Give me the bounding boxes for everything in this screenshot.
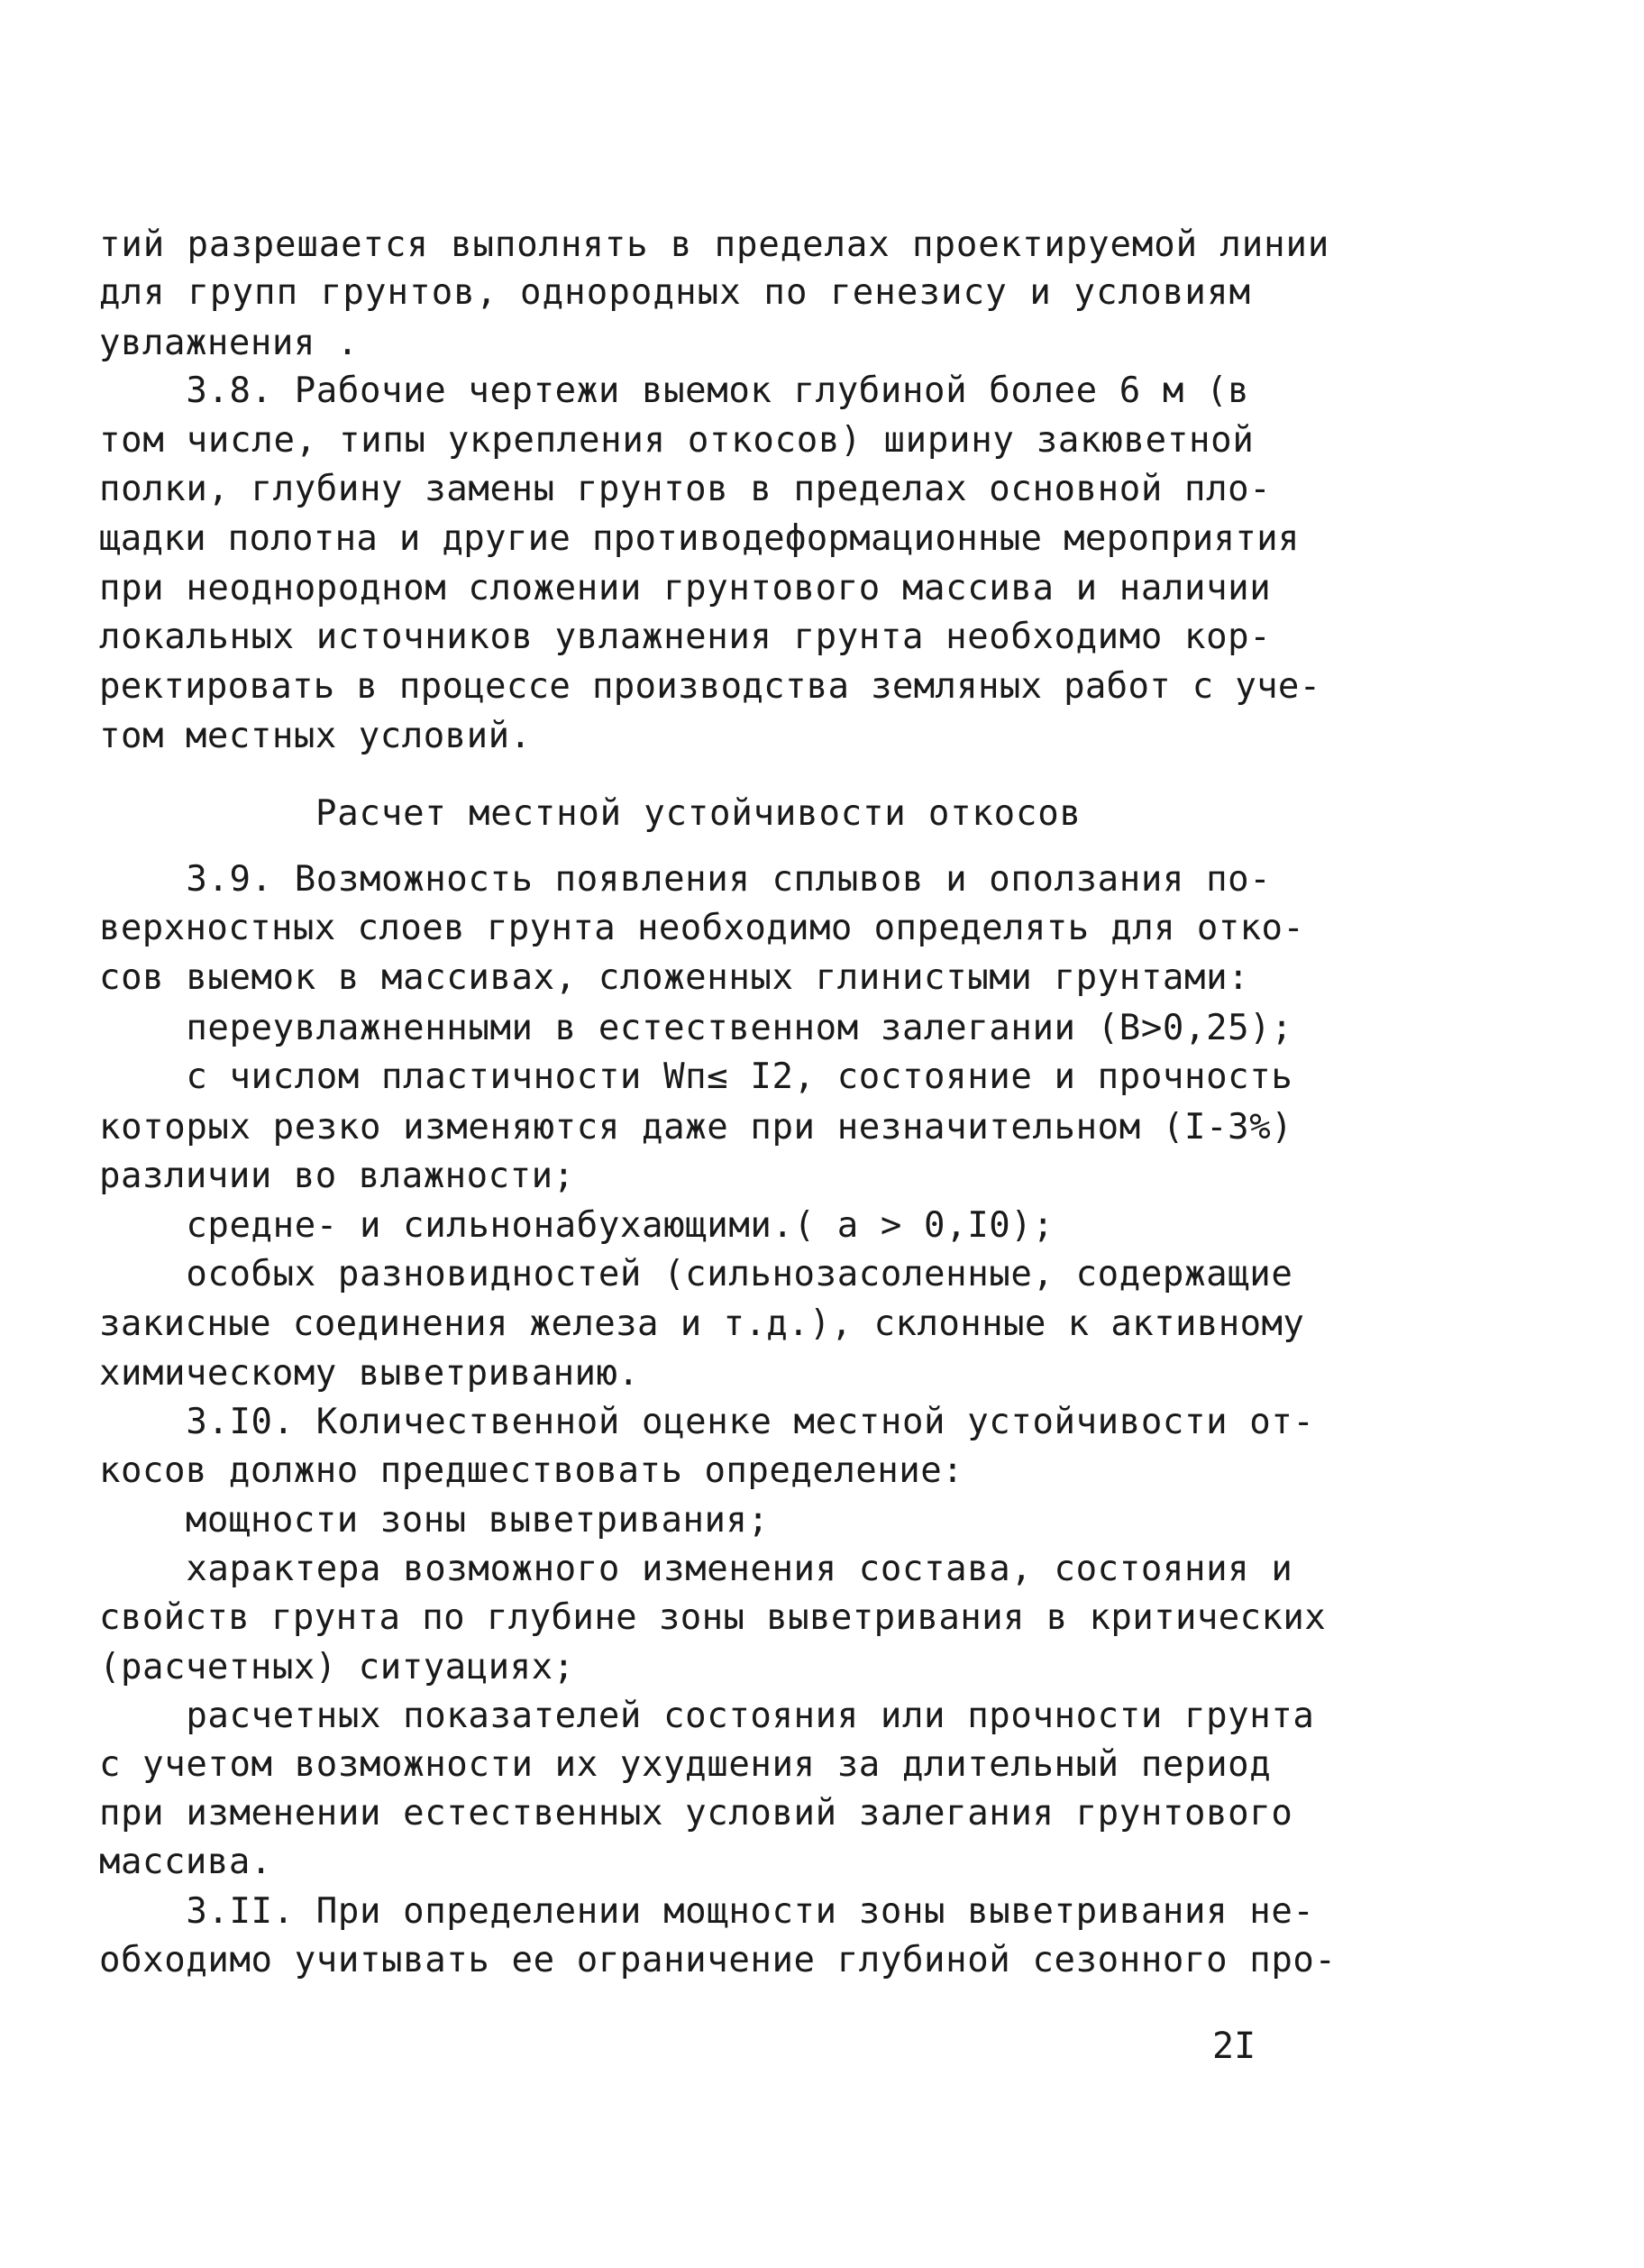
text-line: мощности зоны выветривания; (99, 1500, 770, 1541)
text-line: тий разрешается выполнять в пределах проектируемой линии (99, 224, 1330, 265)
text-line: химическому выветриванию. (99, 1353, 640, 1394)
text-line: 3.8. Рабочие чертежи выемок глубиной более 6 м (в (99, 370, 1250, 411)
section-heading: Расчет местной устойчивости откосов (315, 793, 1082, 834)
text-line: закисные соединения железа и т.д.), склонные к активному (99, 1303, 1305, 1344)
text-line: увлажнения . (99, 323, 359, 363)
text-line: полки, глубину замены грунтов в пределах основной пло- (99, 469, 1272, 509)
text-line: средне- и сильнонабухающими.( a > 0,I0); (99, 1205, 1055, 1246)
text-line: том числе, типы укрепления откосов) ширину закюветной (99, 420, 1255, 461)
text-line: характера возможного изменения состава, состояния и (99, 1549, 1293, 1589)
text-line: массива. (99, 1842, 272, 1882)
text-line: локальных источников увлажнения грунта необходимо кор- (99, 617, 1272, 657)
text-line: сов выемок в массивах, сложенных глинистыми грунтами: (99, 957, 1250, 998)
text-line: 3.II. При определении мощности зоны выветривания не- (99, 1891, 1315, 1932)
text-line: том местных условий. (99, 716, 532, 756)
text-line: 3.I0. Количественной оценке местной устойчивости от- (99, 1402, 1315, 1442)
text-line: косов должно предшествовать определение: (99, 1450, 964, 1491)
text-line: с учетом возможности их ухудшения за длительный период (99, 1744, 1272, 1785)
text-line: щадки полотна и другие противодеформационные мероприятия (99, 518, 1300, 559)
text-line: с числом пластичности Wп≤ I2, состояние и прочность (99, 1056, 1293, 1097)
text-line: верхностных слоев грунта необходимо определять для отко- (99, 908, 1305, 948)
text-line: при изменении естественных условий залегания грунтового (99, 1793, 1293, 1834)
text-line: свойств грунта по глубине зоны выветривания в критических (99, 1597, 1327, 1638)
text-line: при неоднородном сложении грунтового массива и наличии (99, 568, 1272, 608)
text-line: которых резко изменяются даже при незначительном (I-3%) (99, 1107, 1293, 1148)
text-line: особых разновидностей (сильнозасоленные, содержащие (99, 1254, 1293, 1294)
page-number: 2I (1212, 2026, 1256, 2067)
text-line: для групп грунтов, однородных по генезису и условиям (99, 272, 1252, 313)
text-line: обходимо учитывать ее ограничение глубиной сезонного про- (99, 1940, 1337, 1980)
text-line: 3.9. Возможность появления сплывов и оползания по- (99, 859, 1272, 900)
text-line: различии во влажности; (99, 1156, 575, 1196)
text-line: (расчетных) ситуациях; (99, 1647, 575, 1687)
text-line: ректировать в процессе производства земляных работ с уче- (99, 666, 1321, 707)
text-line: переувлажненными в естественном залегании (B>0,25); (99, 1008, 1293, 1048)
text-line: расчетных показателей состояния или прочности грунта (99, 1696, 1315, 1736)
